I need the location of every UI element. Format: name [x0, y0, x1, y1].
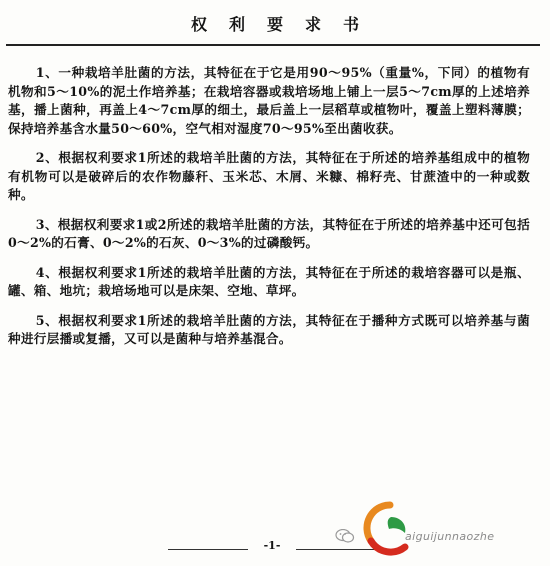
watermark	[335, 497, 545, 559]
brand-logo	[361, 499, 419, 557]
claim-1: 1、一种栽培羊肚菌的方法，其特征在于它是用90～95%（重量%，下同）的植物有机物和5～10%的泥土作培养基；在栽培容器或栽培场地上铺上一层5～7cm厚的上述培养基，播上菌种，再盖上4～7cm厚的细土，最后盖上一层稻草或植物叶，覆盖上塑料薄膜；保持培养基含水量50～60%，空气相对湿度70～95%至出菌收获。	[8, 65, 530, 136]
watermark-text: aiguijunnaozhe	[405, 530, 495, 543]
wechat-icon	[335, 529, 355, 543]
claim-5: 5、根据权利要求1所述的栽培羊肚菌的方法，其特征在于播种方式既可以培养基与菌种进行层播或复播，又可以是菌种与培养基混合。	[8, 312, 530, 346]
claims-body	[8, 64, 530, 360]
footer-rule-left	[168, 549, 248, 550]
page-number: -1-	[263, 539, 281, 552]
claim-2: 2、根据权利要求1所述的栽培羊肚菌的方法，其特征在于所述的培养基组成中的植物有机物可以是破碎后的农作物藤秆、玉米芯、木屑、米糠、棉籽壳、甘蔗渣中的一种或数种。	[8, 150, 530, 202]
claim-3: 3、根据权利要求1或2所述的栽培羊肚菌的方法，其特征在于所述的培养基中还可包括0～2%的石膏、0～2%的石灰、0～3%的过磷酸钙。	[8, 216, 530, 250]
title-divider	[6, 44, 540, 46]
claim-4: 4、根据权利要求1所述的栽培羊肚菌的方法，其特征在于所述的栽培容器可以是瓶、罐、箱、地坑；栽培场地可以是床架、空地、草坪。	[8, 264, 530, 298]
page-title: 权利要求书	[190, 15, 381, 34]
